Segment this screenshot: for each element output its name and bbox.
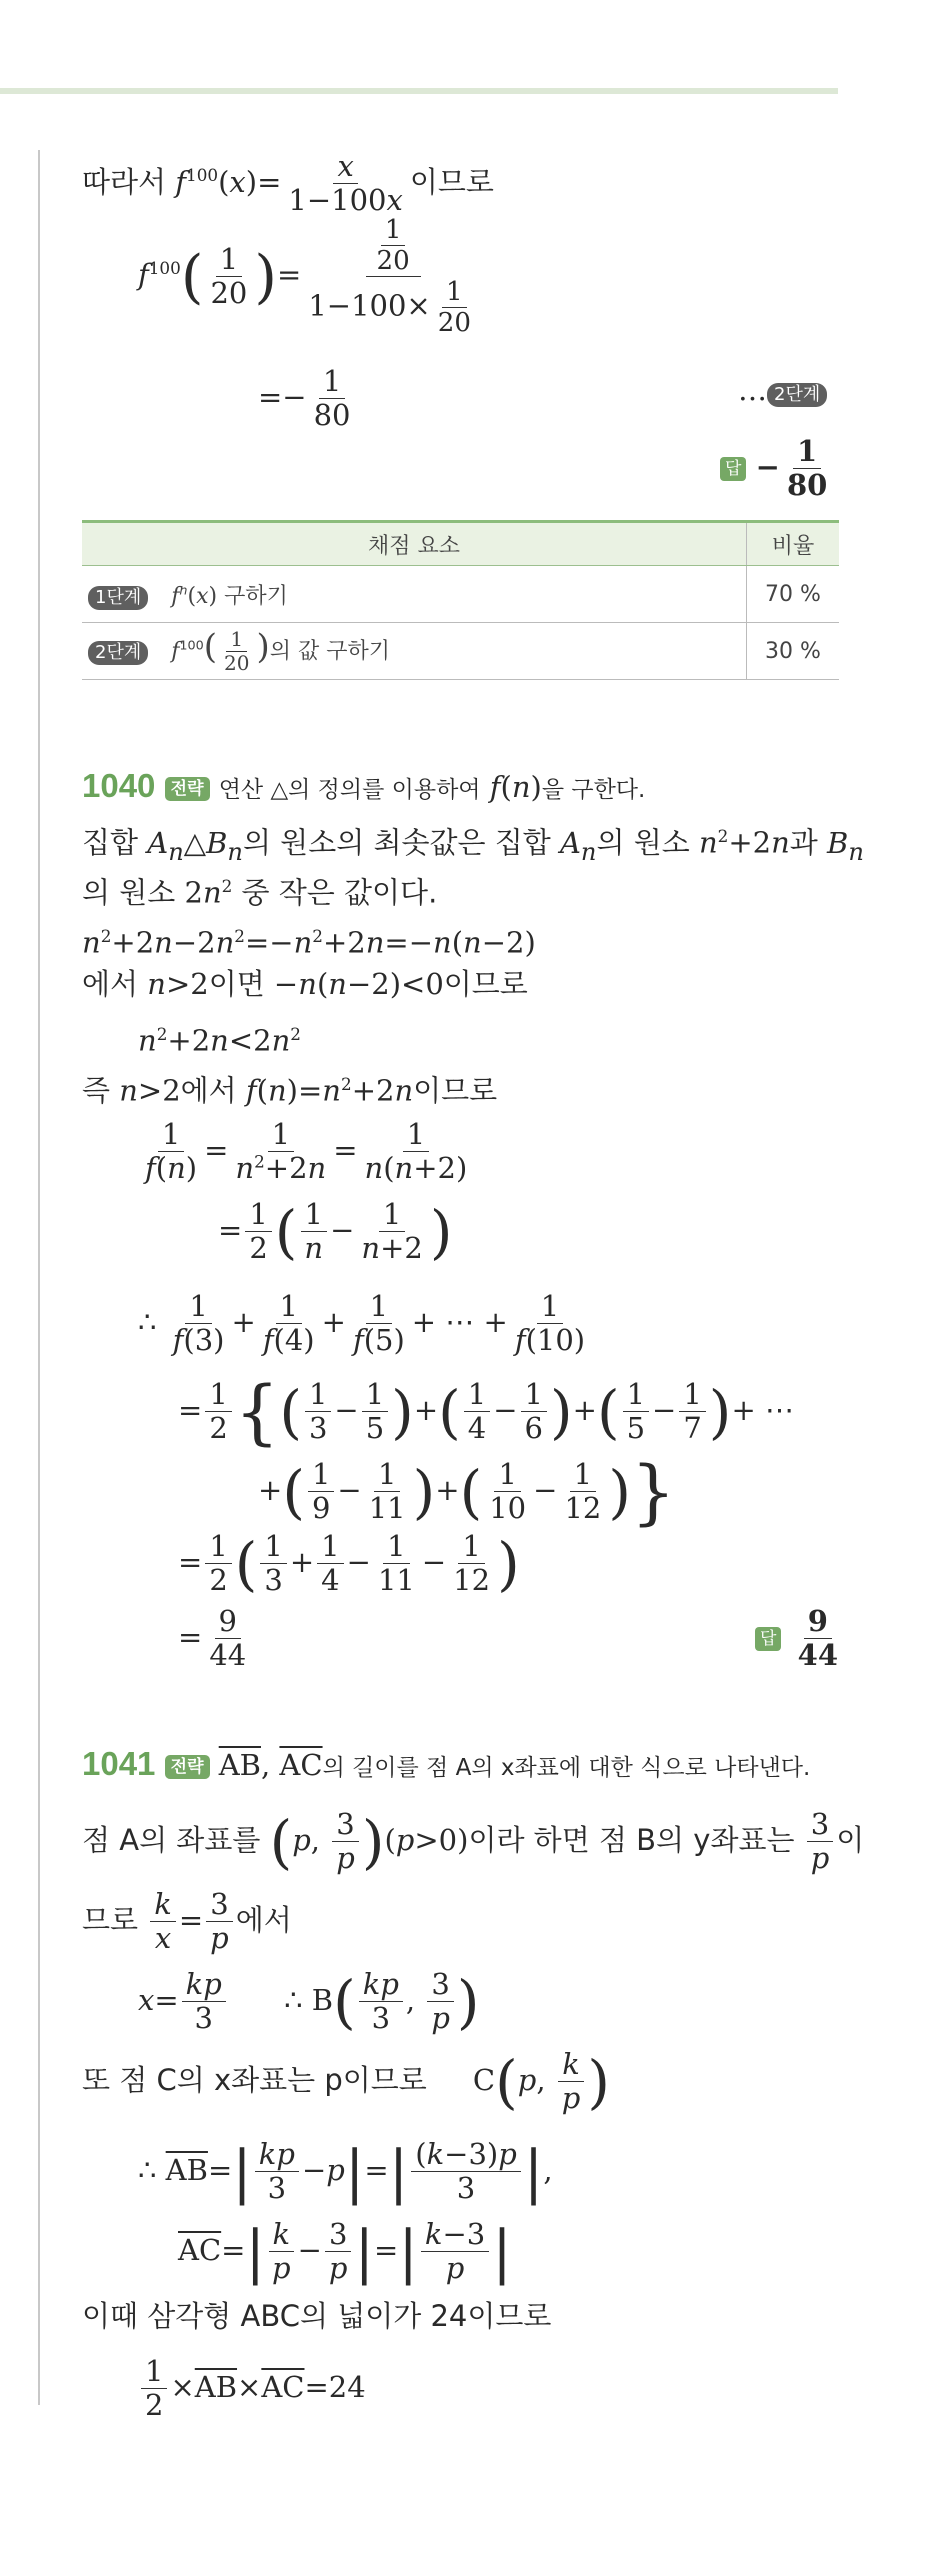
solution-line: 또 점 C의 x좌표는 p이므로 C(p, $\frac{k}{p}$ ) bbox=[82, 2047, 610, 2116]
solution-line: 집합 $A_n\triangle B_n$의 원소의 최솟값은 집합 $A_n$의 원소 $n^2+2n$과 $B_n$ bbox=[82, 825, 864, 866]
math-line: = $\frac{1}{2}$ {( $\frac{1}{3}$ − $\frac{1}{5}$ )+( $\frac{1}{4}$ − $\frac{1}{6}$ )+( $\frac{1}{5}$ − $\frac{1}{7}$ )+ ⋯ bbox=[178, 1370, 794, 1453]
solution-line: 이때 삼각형 ABC의 넓이가 24이므로 bbox=[82, 2299, 552, 2333]
problem-number: 1041 bbox=[82, 1745, 156, 1782]
math-line: +( $\frac{1}{9}$ − $\frac{1}{11}$ )+( $\frac{1}{10}$ − $\frac{1}{12}$ )} bbox=[258, 1450, 676, 1533]
math-line: ∴ $\frac{1}{f(3)}$ + $\frac{1}{f(4)}$ + $\frac{1}{f(5)}$ + ⋯ + $\frac{1}{f(10)}$ bbox=[138, 1289, 586, 1358]
table-row: 1단계 $f^n(x)$ 구하기 70 % bbox=[82, 566, 839, 623]
math-line: ∴ $\overline{AB}=|$ $\frac{kp}{3}$ −p|=| $\frac{(k-3)p}{3}$ |, bbox=[138, 2137, 553, 2206]
math-line: $n^2+2n-2n^2=-n^2+2n=-n(n-2)$ bbox=[82, 925, 536, 960]
answer-line: 답 $\frac{9}{44}$ bbox=[755, 1605, 845, 1673]
solution-line: 점 A의 좌표를 (p, $\frac{3}{p}$ )(p>0)이라 하면 점 B의 y좌표는 $\frac{3}{p}$ 이 bbox=[82, 1807, 865, 1876]
solution-line: 따라서 $f^{100}(x)=$ $\frac{x}{1-100x}$ 이므로 bbox=[82, 149, 494, 218]
math-line: x= $\frac{kp}{3}$ ∴ B( $\frac{kp}{3}$ , $\frac{3}{p}$ ) bbox=[138, 1967, 480, 2036]
strategy-badge: 전략 bbox=[165, 777, 210, 801]
answer-badge: 답 bbox=[720, 457, 746, 481]
math-line: $\overline{AC}=|$ $\frac{k}{p}$ − $\frac{3}{p}$ |=| $\frac{k-3}{p}$ | bbox=[178, 2217, 512, 2286]
problem-header: 1040 전략 연산 △의 정의를 이용하여 f(n)을 구한다. bbox=[82, 767, 646, 804]
math-line: =− $\frac{1}{80}$ bbox=[258, 364, 351, 433]
table-header: 채점 요소 bbox=[82, 522, 747, 566]
math-line: $\frac{1}{2}$ $\times\overline{AB}\times\overline{AC}=24$ bbox=[138, 2355, 366, 2423]
step-marker: … 2단계 bbox=[738, 372, 827, 408]
math-line: $n^2+2n<2n^2$ bbox=[138, 1023, 301, 1058]
table-row: 2단계 $f^{100}$( $\frac{1}{20}$ )의 값 구하기 30 % bbox=[82, 623, 839, 680]
solution-line: 므로 $\frac{k}{x}$ = $\frac{3}{p}$ 에서 bbox=[82, 1887, 292, 1956]
top-divider bbox=[0, 88, 838, 94]
scoring-table bbox=[82, 520, 839, 680]
answer-line: 답 − $\frac{1}{80}$ bbox=[720, 435, 834, 503]
math-line: $\frac{1}{f(n)}$ = $\frac{1}{n^2+2n}$ = $\frac{1}{n(n+2)}$ bbox=[145, 1117, 468, 1186]
answer-badge: 답 bbox=[755, 1627, 781, 1651]
problem-number: 1040 bbox=[82, 767, 156, 804]
math-line: = $\frac{1}{2}$ ( $\frac{1}{3}$ + $\frac{1}{4}$ − $\frac{1}{11}$ − $\frac{1}{12}$ ) bbox=[178, 1529, 520, 1598]
math-line: $f^{100}$( $\frac{1}{20}$ )= $\frac{1}{20}$ 1−100× $\frac{1}{20}$ bbox=[138, 215, 471, 338]
step-badge: 2단계 bbox=[767, 383, 827, 407]
problem-header: 1041 전략 $\overline{AB}$, $\overline{AC}$의 길이를 점 A의 x좌표에 대한 식으로 나타낸다. bbox=[82, 1745, 811, 1782]
table-header: 비율 bbox=[747, 522, 840, 566]
strategy-badge: 전략 bbox=[165, 1755, 210, 1779]
math-line: = $\frac{1}{2}$ ( $\frac{1}{n}$ − $\frac{1}{n+2}$ ) bbox=[218, 1197, 453, 1266]
solution-line: 에서 n>2이면 −n(n−2)<0이므로 bbox=[82, 967, 528, 1001]
left-margin-rule bbox=[38, 150, 40, 2405]
math-line: = $\frac{9}{44}$ bbox=[178, 1604, 247, 1673]
solution-line: 즉 n>2에서 $f(n)=n^2+2n$이므로 bbox=[82, 1073, 498, 1108]
solution-line: 의 원소 $2n^2$ 중 작은 값이다. bbox=[82, 875, 438, 910]
